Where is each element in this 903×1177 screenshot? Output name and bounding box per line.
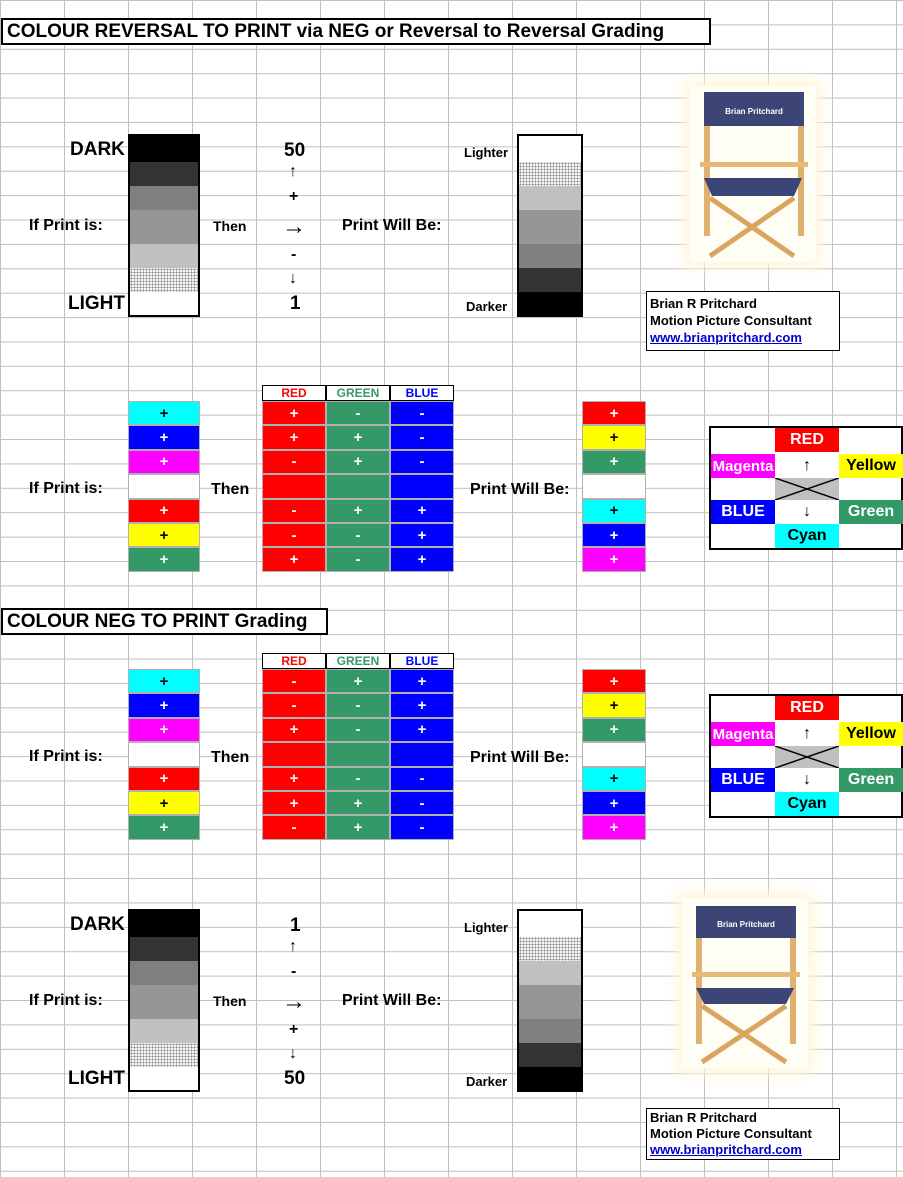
scale-bottom: 1: [290, 293, 301, 314]
grey-step: [519, 1067, 581, 1090]
red-cell: -: [262, 693, 326, 717]
blue-cell: -: [390, 815, 454, 839]
director-chair-image: [690, 86, 816, 262]
green-cell: -: [326, 718, 390, 742]
darker-label: Darker: [466, 299, 508, 314]
scale-top: 50: [284, 140, 306, 161]
blue-cell: -: [390, 450, 454, 474]
red-cell: -: [262, 815, 326, 839]
print-will-be-label: Print Will Be:: [342, 992, 442, 1009]
section-title-reversal: COLOUR REVERSAL TO PRINT via NEG or Reversal to Reversal Grading: [1, 18, 711, 45]
swatch-blue: +: [128, 693, 200, 717]
grey-step: [519, 961, 581, 985]
red-cell: -: [262, 523, 326, 547]
swatch-yellow: +: [128, 791, 200, 815]
header-green: GREEN: [326, 385, 390, 401]
scale-top: 1: [290, 915, 301, 936]
wheel-cyan: Cyan: [775, 792, 839, 816]
consultant-card: [646, 291, 840, 351]
red-cell: +: [262, 767, 326, 791]
swatch-green: +: [128, 547, 200, 571]
wheel-red: RED: [775, 428, 839, 452]
minus-sign: -: [291, 963, 297, 980]
red-cell: +: [262, 547, 326, 571]
if-print-label: If Print is:: [29, 992, 103, 1009]
print-will-be-label: Print Will Be:: [470, 749, 570, 766]
header-red: RED: [262, 653, 326, 669]
red-cell: [262, 474, 326, 498]
consultant-card: [646, 1108, 840, 1160]
consultant-role: Motion Picture Consultant: [650, 1126, 812, 1141]
blue-cell: +: [390, 523, 454, 547]
swatch-white: [582, 474, 646, 498]
grey-step: [519, 136, 581, 162]
grey-step: [519, 292, 581, 315]
swatch-red: +: [128, 767, 200, 791]
light-label: LIGHT: [68, 1068, 125, 1089]
wheel-blue: BLUE: [711, 768, 775, 792]
swatch-red: +: [582, 669, 646, 693]
consultant-name: Brian R Pritchard: [650, 1110, 757, 1125]
blue-cell: -: [390, 425, 454, 449]
if-print-label: If Print is:: [29, 748, 103, 765]
swatch-magenta: +: [128, 450, 200, 474]
consultant-website-link[interactable]: www.brianpritchard.com: [650, 330, 802, 345]
green-cell: +: [326, 450, 390, 474]
swatch-red: +: [128, 499, 200, 523]
director-chair-image: [682, 898, 808, 1068]
green-cell: -: [326, 401, 390, 425]
swatch-cyan: +: [582, 767, 646, 791]
swatch-green: +: [582, 450, 646, 474]
grey-step: [130, 162, 198, 186]
grey-step: [519, 911, 581, 937]
wheel-green: Green: [839, 500, 903, 524]
red-cell: -: [262, 669, 326, 693]
wheel-green: Green: [839, 768, 903, 792]
swatch-magenta: +: [582, 547, 646, 571]
swatch-yellow: +: [128, 523, 200, 547]
wheel-cross-icon: [775, 746, 839, 768]
minus-sign: -: [291, 246, 297, 263]
swatch-cyan: +: [582, 499, 646, 523]
chair-label: Brian Pritchard: [717, 920, 775, 929]
blue-cell: -: [390, 767, 454, 791]
dark-label: DARK: [70, 139, 125, 160]
consultant-role: Motion Picture Consultant: [650, 313, 812, 328]
grey-step: [519, 186, 581, 210]
header-blue: BLUE: [390, 653, 454, 669]
red-cell: +: [262, 425, 326, 449]
swatch-cyan: +: [128, 669, 200, 693]
red-cell: +: [262, 401, 326, 425]
grey-step: [130, 186, 198, 210]
swatch-white: [128, 742, 200, 766]
print-will-be-label: Print Will Be:: [342, 217, 442, 234]
wheel-down-arrow-icon: ↓: [803, 503, 811, 520]
swatch-magenta: +: [582, 815, 646, 839]
grey-scale-dark-to-light: [128, 909, 200, 1092]
grey-step: [130, 1043, 198, 1067]
grey-step: [130, 244, 198, 268]
down-arrow-icon: ↓: [289, 270, 297, 287]
grey-step: [130, 268, 198, 292]
blue-cell: +: [390, 547, 454, 571]
green-cell: +: [326, 499, 390, 523]
then-label: Then: [211, 481, 250, 498]
grey-step: [130, 937, 198, 961]
swatch-blue: +: [582, 791, 646, 815]
up-arrow-icon: ↑: [289, 938, 297, 955]
blue-cell: +: [390, 499, 454, 523]
chair-label: Brian Pritchard: [725, 107, 783, 116]
green-cell: -: [326, 767, 390, 791]
grey-step: [130, 1019, 198, 1043]
wheel-cyan: Cyan: [775, 524, 839, 548]
swatch-green: +: [582, 718, 646, 742]
blue-cell: +: [390, 693, 454, 717]
green-cell: -: [326, 523, 390, 547]
colour-wheel-reversal: [709, 426, 903, 550]
green-cell: -: [326, 693, 390, 717]
wheel-up-arrow-icon: ↑: [803, 725, 811, 742]
grey-step: [519, 937, 581, 961]
consultant-name: Brian R Pritchard: [650, 296, 757, 311]
wheel-up-arrow-icon: ↑: [803, 457, 811, 474]
wheel-magenta: Magenta: [711, 454, 775, 478]
grey-step: [519, 1019, 581, 1043]
header-blue: BLUE: [390, 385, 454, 401]
down-arrow-icon: ↓: [289, 1045, 297, 1062]
grey-step: [130, 136, 198, 162]
wheel-yellow: Yellow: [839, 722, 903, 746]
grey-step: [519, 268, 581, 292]
wheel-cross-icon: [775, 478, 839, 500]
green-cell: [326, 742, 390, 766]
consultant-website-link[interactable]: www.brianpritchard.com: [650, 1142, 802, 1157]
header-red: RED: [262, 385, 326, 401]
plus-sign: +: [289, 1021, 299, 1038]
print-will-be-label: Print Will Be:: [470, 481, 570, 498]
swatch-magenta: +: [128, 718, 200, 742]
blue-cell: +: [390, 669, 454, 693]
section-title-neg-to-print: COLOUR NEG TO PRINT Grading: [1, 608, 328, 635]
grey-step: [130, 210, 198, 244]
green-cell: -: [326, 547, 390, 571]
swatch-white: [128, 474, 200, 498]
grey-scale-light-to-dark: [517, 134, 583, 317]
grey-step: [130, 985, 198, 1019]
red-cell: [262, 742, 326, 766]
grey-step: [130, 292, 198, 315]
grey-step: [519, 1043, 581, 1067]
swatch-blue: +: [582, 523, 646, 547]
then-label: Then: [211, 749, 250, 766]
then-label: Then: [213, 218, 247, 234]
blue-cell: -: [390, 791, 454, 815]
green-cell: [326, 474, 390, 498]
up-arrow-icon: ↑: [289, 163, 297, 180]
darker-label: Darker: [466, 1074, 508, 1089]
wheel-blue: BLUE: [711, 500, 775, 524]
swatch-yellow: +: [582, 425, 646, 449]
swatch-yellow: +: [582, 693, 646, 717]
grey-step: [130, 1067, 198, 1090]
blue-cell: +: [390, 718, 454, 742]
right-arrow-icon: →: [282, 988, 306, 1015]
header-green: GREEN: [326, 653, 390, 669]
swatch-red: +: [582, 401, 646, 425]
green-cell: +: [326, 815, 390, 839]
colour-wheel-neg: [709, 694, 903, 818]
blue-cell: -: [390, 401, 454, 425]
grey-step: [130, 961, 198, 985]
blue-cell: [390, 742, 454, 766]
swatch-green: +: [128, 815, 200, 839]
wheel-yellow: Yellow: [839, 454, 903, 478]
green-cell: +: [326, 425, 390, 449]
right-arrow-icon: →: [282, 213, 306, 240]
lighter-label: Lighter: [464, 145, 509, 160]
swatch-cyan: +: [128, 401, 200, 425]
wheel-magenta: Magenta: [711, 722, 775, 746]
scale-bottom: 50: [284, 1068, 306, 1089]
grey-step: [519, 244, 581, 268]
green-cell: +: [326, 791, 390, 815]
red-cell: -: [262, 450, 326, 474]
grey-step: [130, 911, 198, 937]
wheel-down-arrow-icon: ↓: [803, 771, 811, 788]
blue-cell: [390, 474, 454, 498]
red-cell: +: [262, 718, 326, 742]
grey-step: [519, 162, 581, 186]
grey-step: [519, 210, 581, 244]
red-cell: -: [262, 499, 326, 523]
wheel-red: RED: [775, 696, 839, 720]
if-print-label: If Print is:: [29, 217, 103, 234]
green-cell: +: [326, 669, 390, 693]
grey-scale-dark-to-light: [128, 134, 200, 317]
swatch-white: [582, 742, 646, 766]
if-print-label: If Print is:: [29, 480, 103, 497]
light-label: LIGHT: [68, 293, 125, 314]
plus-sign: +: [289, 188, 299, 205]
lighter-label: Lighter: [464, 920, 509, 935]
dark-label: DARK: [70, 914, 125, 935]
swatch-blue: +: [128, 425, 200, 449]
grey-step: [519, 985, 581, 1019]
then-label: Then: [213, 993, 247, 1009]
red-cell: +: [262, 791, 326, 815]
grey-scale-light-to-dark: [517, 909, 583, 1092]
